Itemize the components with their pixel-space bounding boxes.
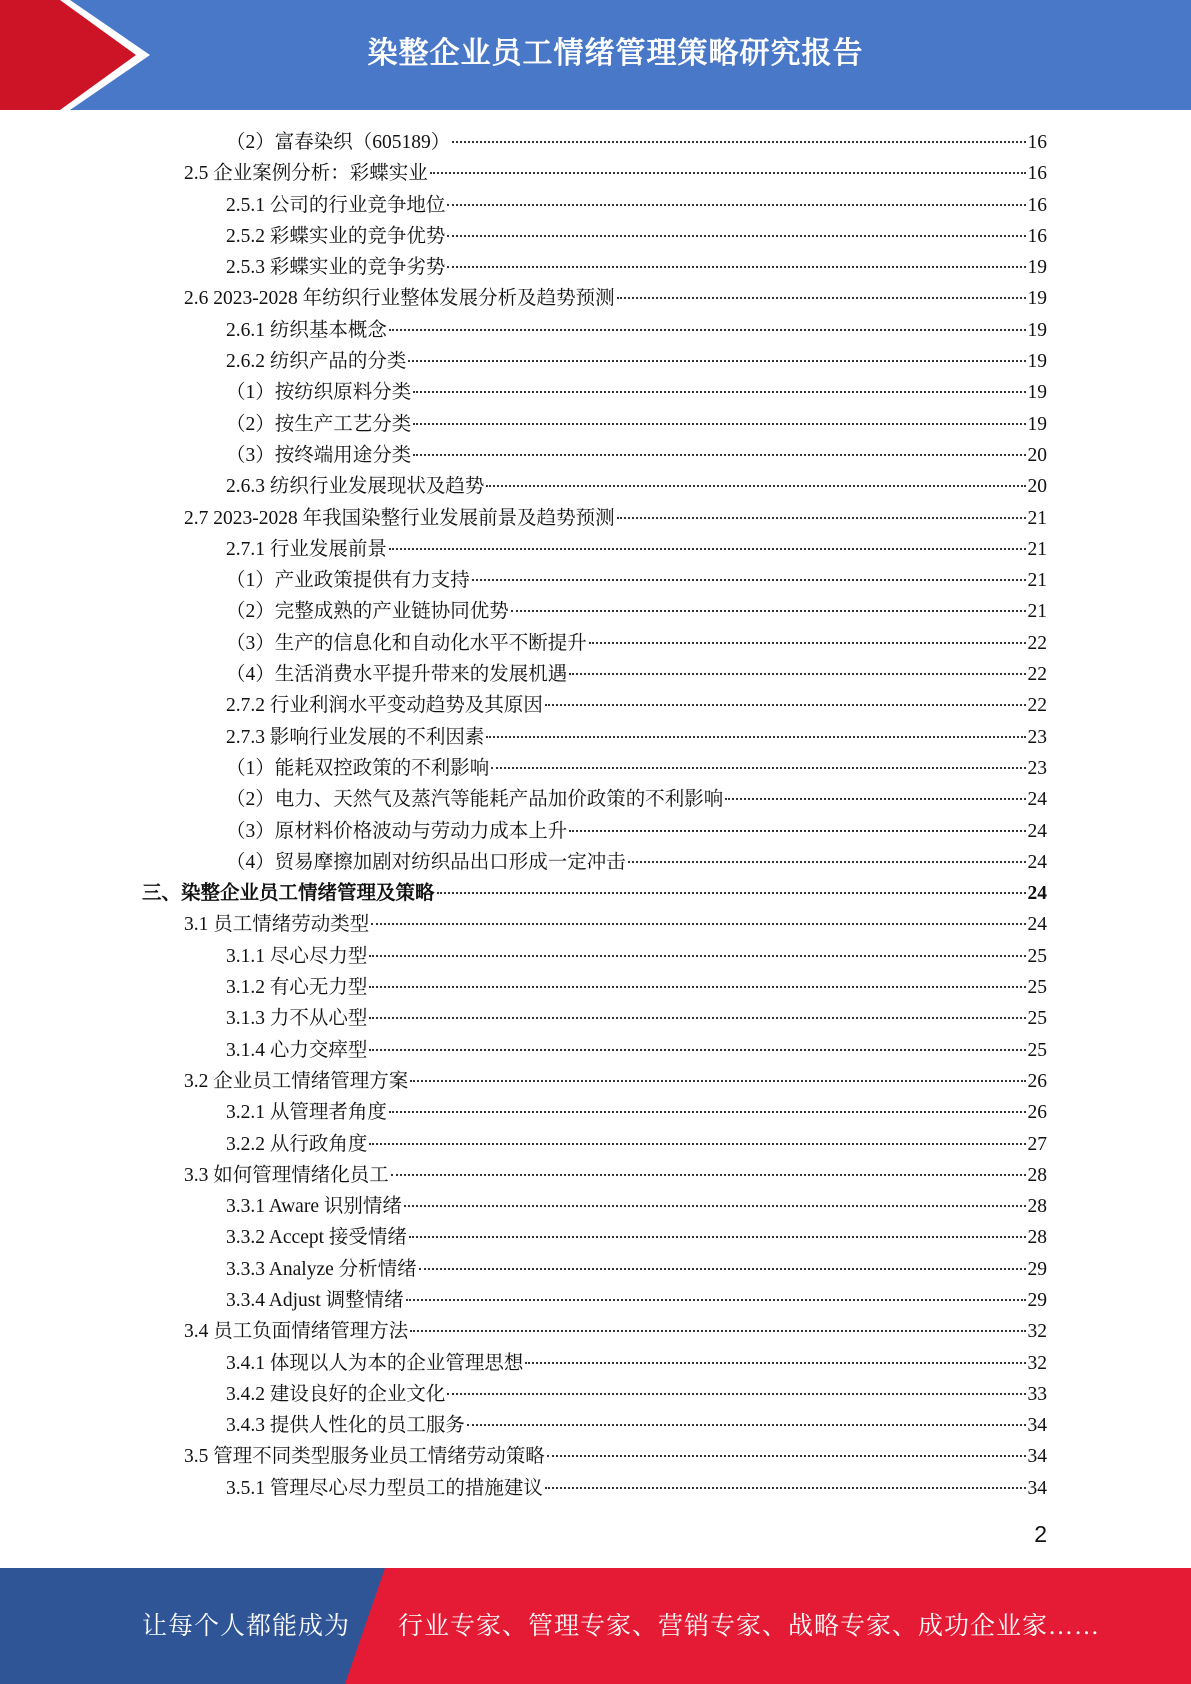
toc-entry-page: 19: [1027, 288, 1047, 310]
toc-entry-page: 24: [1027, 883, 1047, 905]
toc-entry-label: 3.3 如何管理情绪化员工: [184, 1164, 389, 1186]
toc-entry-page: 28: [1027, 1164, 1047, 1186]
toc-entry-page: 23: [1027, 726, 1047, 748]
toc-entry-label: （1）按纺织原料分类: [226, 382, 412, 404]
toc-entry[interactable]: [0, 377, 1191, 408]
toc-leader-dots: [447, 204, 1025, 206]
toc-entry[interactable]: [0, 503, 1191, 534]
toc-entry-page: 29: [1027, 1258, 1047, 1280]
toc-entry-page: 20: [1027, 444, 1047, 466]
toc-entry[interactable]: [0, 1097, 1191, 1128]
toc-entry-label: 3.3.1 Aware 识别情绪: [226, 1196, 402, 1218]
toc-entry-label: 2.6.1 纺织基本概念: [226, 319, 387, 341]
toc-leader-dots: [525, 1362, 1025, 1364]
toc-leader-dots: [511, 610, 1026, 612]
toc-entry-page: 22: [1027, 632, 1047, 654]
toc-entry[interactable]: [0, 283, 1191, 314]
page-header: [0, 0, 1191, 110]
toc-entry-label: 3.1.2 有心无力型: [226, 977, 368, 999]
toc-entry-label: 三、染整企业员工情绪管理及策略: [142, 883, 435, 905]
toc-leader-dots: [628, 861, 1026, 863]
toc-entry-label: （2）富春染织（605189）: [226, 132, 451, 153]
toc-entry-page: 21: [1027, 601, 1047, 623]
toc-entry-page: 16: [1027, 225, 1047, 247]
toc-entry[interactable]: [0, 878, 1191, 909]
toc-entry-page: 23: [1027, 757, 1047, 779]
toc-entry-label: （4）生活消费水平提升带来的发展机遇: [226, 664, 568, 686]
toc-leader-dots: [369, 1143, 1025, 1145]
toc-leader-dots: [545, 704, 1026, 706]
toc-leader-dots: [437, 892, 1026, 894]
toc-entry-label: （2）电力、天然气及蒸汽等能耗产品加价政策的不利影响: [226, 789, 724, 811]
toc-entry-page: 21: [1027, 570, 1047, 592]
toc-leader-dots: [410, 1080, 1025, 1082]
toc-entry[interactable]: [0, 1379, 1191, 1410]
toc-leader-dots: [369, 1049, 1025, 1051]
toc-entry-label: 3.1.4 心力交瘁型: [226, 1039, 368, 1061]
toc-leader-dots: [452, 141, 1025, 143]
toc-leader-dots: [404, 1205, 1026, 1207]
toc-leader-dots: [472, 579, 1026, 581]
toc-entry-page: 19: [1027, 319, 1047, 341]
toc-entry-page: 28: [1027, 1227, 1047, 1249]
toc-entry-page: 34: [1027, 1415, 1047, 1437]
toc-entry-page: 27: [1027, 1133, 1047, 1155]
toc-entry-label: 2.6.3 纺织行业发展现状及趋势: [226, 476, 485, 498]
toc-entry[interactable]: [0, 1129, 1191, 1160]
toc-entry[interactable]: [0, 690, 1191, 721]
toc-leader-dots: [447, 266, 1025, 268]
toc-leader-dots: [389, 1111, 1026, 1113]
toc-leader-dots: [413, 423, 1025, 425]
toc-entry[interactable]: [0, 1473, 1191, 1504]
toc-entry-page: 24: [1027, 851, 1047, 873]
toc-entry[interactable]: [0, 1254, 1191, 1285]
toc-leader-dots: [617, 517, 1026, 519]
toc-leader-dots: [419, 1268, 1026, 1270]
toc-leader-dots: [413, 454, 1025, 456]
toc-entry-label: （1）能耗双控政策的不利影响: [226, 757, 490, 779]
toc-entry-page: 25: [1027, 977, 1047, 999]
toc-leader-dots: [410, 1330, 1025, 1332]
toc-entry-label: 3.2.1 从管理者角度: [226, 1102, 387, 1124]
toc-leader-dots: [406, 1299, 1026, 1301]
toc-entry-label: 3.5 管理不同类型服务业员工情绪劳动策略: [184, 1446, 545, 1468]
toc-leader-dots: [391, 1174, 1026, 1176]
toc-entry-label: 2.5.2 彩蝶实业的竞争优势: [226, 225, 446, 247]
toc-entry[interactable]: [0, 1222, 1191, 1253]
toc-leader-dots: [486, 485, 1025, 487]
toc-entry-label: 3.4.1 体现以人为本的企业管理思想: [226, 1352, 524, 1374]
toc-entry-page: 19: [1027, 413, 1047, 435]
report-title: 染整企业员工情绪管理策略研究报告: [367, 36, 864, 71]
toc-entry-page: 26: [1027, 1102, 1047, 1124]
toc-entry-page: 25: [1027, 1039, 1047, 1061]
toc-entry-label: 3.4.3 提供人性化的员工服务: [226, 1415, 465, 1437]
toc-entry-label: （2）完整成熟的产业链协同优势: [226, 601, 509, 623]
toc-entry-page: 19: [1027, 382, 1047, 404]
toc-entry[interactable]: [0, 722, 1191, 753]
toc-entry-page: 24: [1027, 820, 1047, 842]
toc-entry[interactable]: [0, 1348, 1191, 1379]
table-of-contents: [0, 127, 1191, 1504]
toc-entry-page: 25: [1027, 1008, 1047, 1030]
toc-entry-label: 2.6 2023-2028 年纺织行业整体发展分析及趋势预测: [184, 288, 615, 310]
toc-entry[interactable]: [0, 1066, 1191, 1097]
toc-entry-page: 25: [1027, 945, 1047, 967]
toc-entry-page: 16: [1027, 132, 1047, 153]
toc-entry[interactable]: [0, 409, 1191, 440]
toc-entry-label: 3.1.1 尽心尽力型: [226, 945, 368, 967]
toc-entry[interactable]: [0, 565, 1191, 596]
toc-entry-label: （3）原材料价格波动与劳动力成本上升: [226, 820, 568, 842]
toc-entry[interactable]: [0, 1410, 1191, 1441]
toc-leader-dots: [617, 297, 1026, 299]
toc-leader-dots: [467, 1424, 1026, 1426]
toc-entry[interactable]: [0, 252, 1191, 283]
toc-entry-label: 3.4 员工负面情绪管理方法: [184, 1321, 409, 1343]
toc-entry-page: 34: [1027, 1477, 1047, 1499]
toc-entry-label: 2.7.3 影响行业发展的不利因素: [226, 726, 485, 748]
toc-entry[interactable]: [0, 753, 1191, 784]
toc-entry-label: 3.4.2 建设良好的企业文化: [226, 1383, 446, 1405]
toc-entry[interactable]: [0, 158, 1191, 189]
toc-leader-dots: [389, 548, 1026, 550]
toc-entry[interactable]: [0, 784, 1191, 815]
toc-entry-label: 2.5 企业案例分析：彩蝶实业: [184, 163, 428, 185]
toc-entry-page: 24: [1027, 789, 1047, 811]
toc-leader-dots: [447, 1393, 1025, 1395]
toc-entry-label: 2.7.1 行业发展前景: [226, 538, 387, 560]
toc-entry[interactable]: [0, 1285, 1191, 1316]
toc-leader-dots: [486, 736, 1025, 738]
page-number: 2: [1034, 1521, 1047, 1547]
toc-entry[interactable]: [0, 847, 1191, 878]
toc-entry[interactable]: [0, 534, 1191, 565]
toc-entry[interactable]: [0, 972, 1191, 1003]
toc-leader-dots: [369, 1017, 1025, 1019]
toc-entry-label: 3.2.2 从行政角度: [226, 1133, 368, 1155]
toc-entry-label: 2.6.2 纺织产品的分类: [226, 351, 407, 373]
toc-entry-page: 21: [1027, 538, 1047, 560]
toc-entry[interactable]: [0, 315, 1191, 346]
toc-entry[interactable]: [0, 127, 1191, 158]
toc-entry-label: 3.5.1 管理尽心尽力型员工的措施建议: [226, 1477, 543, 1499]
toc-entry-page: 33: [1027, 1383, 1047, 1405]
toc-entry-page: 34: [1027, 1446, 1047, 1468]
toc-leader-dots: [545, 1487, 1026, 1489]
toc-entry-label: 2.5.1 公司的行业竞争地位: [226, 194, 446, 216]
toc-entry-label: 3.3.4 Adjust 调整情绪: [226, 1289, 404, 1311]
toc-entry-page: 32: [1027, 1321, 1047, 1343]
toc-leader-dots: [430, 172, 1026, 174]
toc-leader-dots: [389, 329, 1026, 331]
toc-entry[interactable]: [0, 1191, 1191, 1222]
toc-entry-label: 3.3.3 Analyze 分析情绪: [226, 1258, 417, 1280]
toc-entry-page: 16: [1027, 163, 1047, 185]
toc-entry-label: （3）生产的信息化和自动化水平不断提升: [226, 632, 587, 654]
toc-entry-page: 24: [1027, 914, 1047, 936]
toc-leader-dots: [491, 767, 1025, 769]
toc-entry[interactable]: [0, 221, 1191, 252]
toc-entry-page: 20: [1027, 476, 1047, 498]
toc-leader-dots: [589, 642, 1026, 644]
toc-entry[interactable]: [0, 440, 1191, 471]
toc-entry-page: 19: [1027, 257, 1047, 279]
toc-entry[interactable]: [0, 941, 1191, 972]
toc-entry-label: （3）按终端用途分类: [226, 444, 412, 466]
toc-entry-page: 29: [1027, 1289, 1047, 1311]
footer-slogan-left: 让每个人都能成为: [142, 1613, 351, 1640]
toc-entry[interactable]: [0, 1441, 1191, 1472]
toc-entry-label: 3.2 企业员工情绪管理方案: [184, 1070, 409, 1092]
toc-entry-label: 2.7 2023-2028 年我国染整行业发展前景及趋势预测: [184, 507, 615, 529]
toc-entry-page: 32: [1027, 1352, 1047, 1374]
toc-leader-dots: [408, 360, 1025, 362]
toc-entry-label: （1）产业政策提供有力支持: [226, 570, 470, 592]
toc-entry[interactable]: [0, 346, 1191, 377]
toc-entry-label: （2）按生产工艺分类: [226, 413, 412, 435]
toc-leader-dots: [413, 391, 1025, 393]
toc-entry[interactable]: [0, 659, 1191, 690]
toc-entry-label: （4）贸易摩擦加剧对纺织品出口形成一定冲击: [226, 851, 626, 873]
toc-leader-dots: [369, 986, 1025, 988]
toc-leader-dots: [547, 1455, 1026, 1457]
toc-entry[interactable]: [0, 909, 1191, 940]
toc-leader-dots: [447, 235, 1025, 237]
toc-entry-page: 22: [1027, 695, 1047, 717]
toc-leader-dots: [569, 673, 1025, 675]
toc-entry[interactable]: [0, 816, 1191, 847]
toc-entry[interactable]: [0, 1160, 1191, 1191]
toc-entry-page: 26: [1027, 1070, 1047, 1092]
toc-entry[interactable]: [0, 1035, 1191, 1066]
toc-leader-dots: [569, 830, 1025, 832]
toc-entry-label: 2.5.3 彩蝶实业的竞争劣势: [226, 257, 446, 279]
toc-leader-dots: [369, 955, 1025, 957]
toc-leader-dots: [409, 1236, 1026, 1238]
toc-entry[interactable]: [0, 596, 1191, 627]
toc-entry-label: 3.1 员工情绪劳动类型: [184, 914, 370, 936]
toc-entry-label: 3.1.3 力不从心型: [226, 1008, 368, 1030]
toc-entry-page: 22: [1027, 664, 1047, 686]
toc-leader-dots: [725, 798, 1025, 800]
toc-entry-page: 21: [1027, 507, 1047, 529]
toc-entry[interactable]: [0, 190, 1191, 221]
page-footer: [0, 1568, 1191, 1684]
toc-entry-label: 3.3.2 Accept 接受情绪: [226, 1227, 407, 1249]
toc-entry[interactable]: [0, 628, 1191, 659]
toc-entry[interactable]: [0, 1316, 1191, 1347]
footer-slogan-right: 行业专家、管理专家、营销专家、战略专家、成功企业家……: [398, 1613, 1101, 1640]
toc-entry-page: 19: [1027, 351, 1047, 373]
toc-entry-page: 28: [1027, 1196, 1047, 1218]
toc-entry[interactable]: [0, 471, 1191, 502]
toc-entry[interactable]: [0, 1003, 1191, 1034]
toc-entry-label: 2.7.2 行业利润水平变动趋势及其原因: [226, 695, 543, 717]
toc-entry-page: 16: [1027, 194, 1047, 216]
toc-leader-dots: [371, 923, 1025, 925]
